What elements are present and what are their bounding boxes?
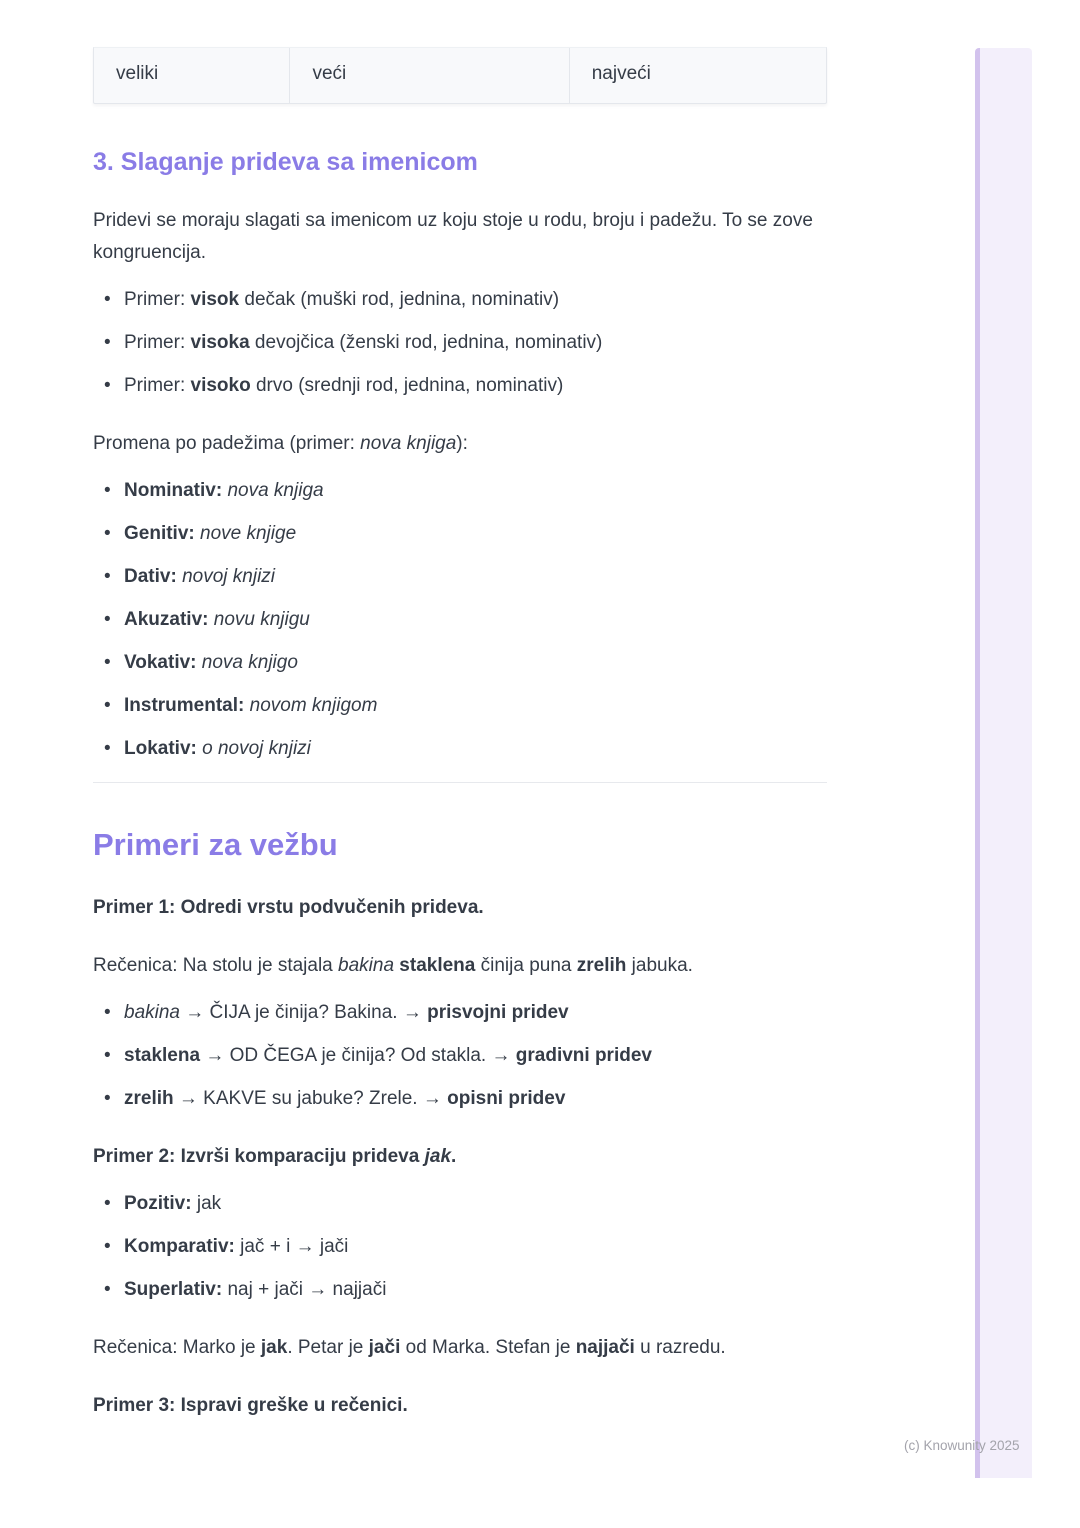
exercise3-title: Primer 3: Ispravi greške u rečenici.	[93, 1395, 408, 1416]
exercise1-title: Primer 1: Odredi vrstu podvučenih prideva.	[93, 897, 484, 918]
table-cell-comparative: veći	[290, 48, 569, 103]
table-cell-superlative: najveći	[591, 63, 651, 84]
list-item: • Primer: visoko drvo (srednji rod, jednina, nominativ)	[93, 370, 827, 402]
page-edge-strip	[975, 48, 1032, 1478]
list-item: • Primer: visoka devojčica (ženski rod, jednina, nominativ)	[93, 327, 827, 359]
table-cell-positive: veliki	[94, 48, 290, 103]
case-declension-intro: Promena po padežima (primer: nova knjiga):	[93, 433, 468, 454]
exercise1-sentence: Rečenica: Na stolu je stajala bakina staklena činija puna zrelih jabuka.	[93, 955, 693, 976]
list-item: • Dativ: novoj knjizi	[93, 561, 827, 593]
exercise1-analysis-list	[93, 997, 827, 1115]
section-divider	[93, 782, 827, 783]
list-item: • Nominativ: nova knjiga	[93, 475, 827, 507]
list-item: • staklena → OD ČEGA je činija? Od stakla. → gradivni pridev	[93, 1040, 827, 1072]
list-item: • Akuzativ: novu knjigu	[93, 604, 827, 636]
agreement-intro-paragraph: Pridevi se moraju slagati sa imenicom uz koju stoje u rodu, broju i padežu. To se zove kongruencija.	[93, 210, 813, 263]
list-item: • Vokativ: nova knjigo	[93, 647, 827, 679]
list-item: • zrelih → KAKVE su jabuke? Zrele. → opisni pridev	[93, 1083, 827, 1115]
agreement-example-list	[93, 284, 827, 402]
list-item: • Primer: visok dečak (muški rod, jednina, nominativ)	[93, 284, 827, 316]
exercise2-comparison-list	[93, 1188, 827, 1306]
list-item: • Lokativ: o novoj knjizi	[93, 733, 827, 765]
exercise2-sentence: Rečenica: Marko je jak. Petar je jači od Marka. Stefan je najjači u razredu.	[93, 1337, 726, 1358]
exercise2-title: Primer 2: Izvrši komparaciju prideva jak.	[93, 1146, 457, 1167]
section-heading-agreement: 3. Slaganje prideva sa imenicom	[93, 148, 478, 176]
list-item: • Instrumental: novom knjigom	[93, 690, 827, 722]
practice-heading: Primeri za vežbu	[93, 827, 338, 862]
comparison-table-row	[93, 47, 827, 104]
case-declension-list	[93, 475, 827, 765]
document-page	[93, 47, 827, 1422]
list-item: • Superlativ: naj + jači → najjači	[93, 1274, 827, 1306]
list-item: • Pozitiv: jak	[93, 1188, 827, 1220]
list-item: • Komparativ: jač + i → jači	[93, 1231, 827, 1263]
copyright-text: (c) Knowunity 2025	[904, 1438, 1020, 1453]
list-item: • bakina → ČIJA je činija? Bakina. → prisvojni pridev	[93, 997, 827, 1029]
list-item: • Genitiv: nove knjige	[93, 518, 827, 550]
